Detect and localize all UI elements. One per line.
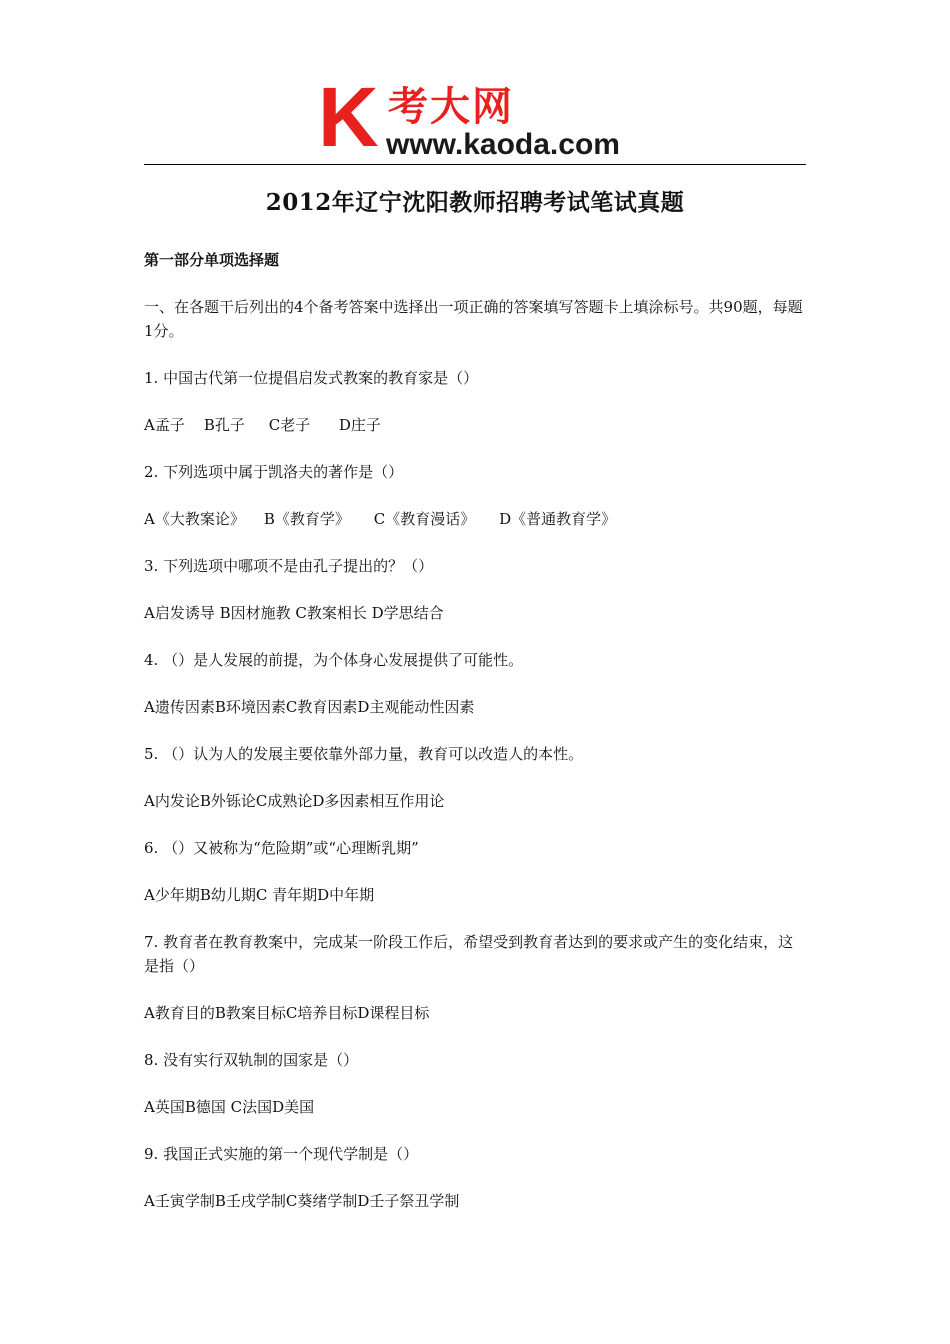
question-stem: 8. 没有实行双轨制的国家是（） [144, 1051, 359, 1069]
question-stem: 3. 下列选项中哪项不是由孔子提出的？（） [144, 557, 434, 575]
question-options: A孟子 B孔子 C老子 D庄子 [144, 416, 381, 434]
header-divider [144, 164, 806, 165]
question-stem: 7. 教育者在教育教案中，完成某一阶段工作后，希望受到教育者达到的要求或产生的变化结束，这是指（） [144, 933, 794, 975]
question-stem: 4. （）是人发展的前提，为个体身心发展提供了可能性。 [144, 651, 524, 669]
logo-chinese-name: 考大网 [388, 84, 514, 130]
question-list [144, 366, 806, 1213]
question-options: A《大教案论》 B《教育学》 C《教育漫话》 D《普通教育学》 [144, 510, 617, 528]
question-options: A内发论B外铄论C成熟论D多因素相互作用论 [144, 792, 445, 810]
logo-website-url: www.kaoda.com [386, 128, 620, 160]
logo-letter-k: K [318, 80, 379, 160]
section-heading: 第一部分单项选择题 [144, 251, 280, 269]
question-options: A遗传因素B环境因素C教育因素D主观能动性因素 [144, 698, 475, 716]
question-stem: 5. （）认为人的发展主要依靠外部力量，教育可以改造人的本性。 [144, 745, 584, 763]
question-stem: 1. 中国古代第一位提倡启发式教案的教育家是（） [144, 369, 479, 387]
question-stem: 2. 下列选项中属于凯洛夫的著作是（） [144, 463, 404, 481]
question-options: A少年期B幼儿期C 青年期D中年期 [144, 886, 375, 904]
question-options: A启发诱导 B因材施教 C教案相长 D学思结合 [144, 604, 444, 622]
question-options: A英国B德国 C法国D美国 [144, 1098, 315, 1116]
question-stem: 6. （）又被称为“危险期”或“心理断乳期” [144, 839, 419, 857]
document-title: 2012年辽宁沈阳教师招聘考试笔试真题 [265, 189, 685, 216]
question-options: A壬寅学制B壬戌学制C葵绪学制D壬子祭丑学制 [144, 1192, 460, 1210]
kaoda-logo-graphic [318, 80, 640, 160]
question-stem: 9. 我国正式实施的第一个现代学制是（） [144, 1145, 419, 1163]
section-instructions: 一、在各题干后列出的4个备考答案中选择出一项正确的答案填写答题卡上填涂标号。共90题，每题1分。 [144, 298, 803, 340]
question-options: A教育目的B教案目标C培养目标D课程目标 [144, 1004, 430, 1022]
kaoda-logo [318, 80, 640, 160]
document-body [144, 248, 806, 1236]
